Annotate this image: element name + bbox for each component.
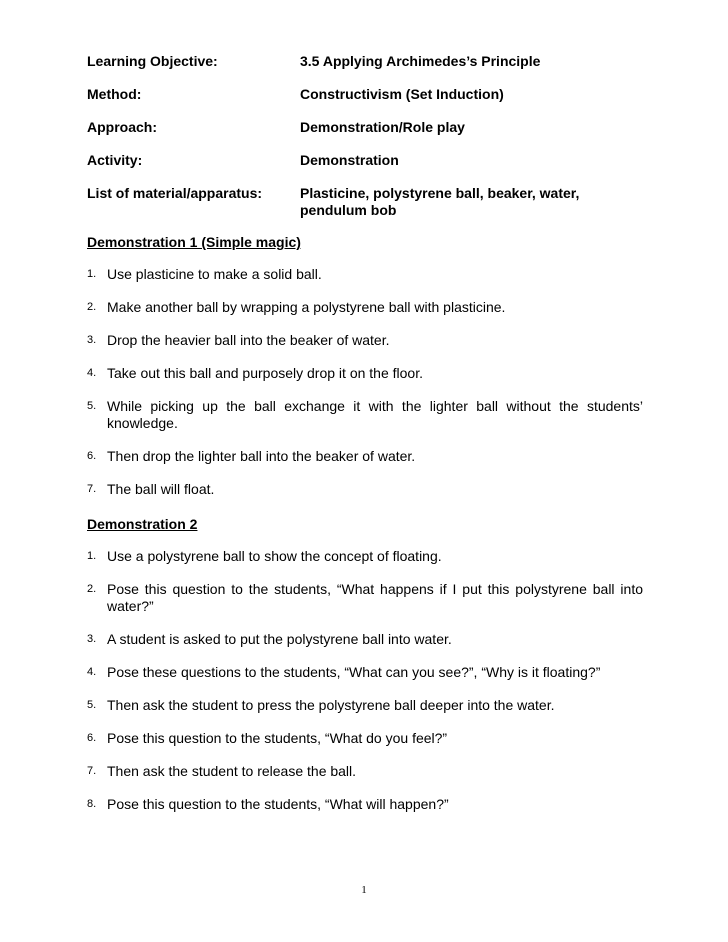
info-row-method — [87, 86, 647, 103]
info-row-activity — [87, 152, 647, 169]
info-value: 3.5 Applying Archimedes’s Principle — [300, 53, 541, 69]
step-text: Use a polystyrene ball to show the concept of floating. — [107, 548, 442, 564]
step-text: Pose these questions to the students, “What can you see?”, “Why is it floating?” — [107, 664, 601, 680]
step-text: Pose this question to the students, “What do you feel?” — [107, 730, 448, 746]
info-label: Activity: — [87, 152, 143, 168]
demo1-steps — [87, 266, 643, 514]
step-number: 7. — [87, 765, 97, 777]
step-number: 2. — [87, 301, 97, 313]
list-item — [87, 448, 643, 465]
step-number: 1. — [87, 268, 97, 280]
list-item — [87, 332, 643, 349]
info-label: Learning Objective: — [87, 53, 218, 69]
step-number: 1. — [87, 550, 97, 562]
step-text: A student is asked to put the polystyrene ball into water. — [107, 631, 452, 647]
info-row-learning-objective — [87, 53, 647, 70]
info-row-approach — [87, 119, 647, 136]
step-text: Then ask the student to press the polystyrene ball deeper into the water. — [107, 697, 555, 713]
step-number: 6. — [87, 450, 97, 462]
step-number: 7. — [87, 483, 97, 495]
info-value: Plasticine, polystyrene ball, beaker, water, pendulum bob — [300, 185, 580, 218]
info-label: Approach: — [87, 119, 157, 135]
step-text: While picking up the ball exchange it with the lighter ball without the students’ knowledge. — [107, 398, 643, 431]
step-number: 6. — [87, 732, 97, 744]
demo2-heading: Demonstration 2 — [87, 516, 198, 532]
list-item — [87, 664, 643, 681]
step-text: Take out this ball and purposely drop it on the floor. — [107, 365, 423, 381]
step-text: Make another ball by wrapping a polystyrene ball with plasticine. — [107, 299, 506, 315]
info-value: Demonstration — [300, 152, 399, 168]
list-item — [87, 266, 643, 283]
info-value: Constructivism (Set Induction) — [300, 86, 504, 102]
step-number: 3. — [87, 334, 97, 346]
list-item — [87, 697, 643, 714]
list-item — [87, 481, 643, 498]
info-row-materials — [87, 185, 647, 219]
step-text: Use plasticine to make a solid ball. — [107, 266, 322, 282]
list-item — [87, 763, 643, 780]
step-text: Then drop the lighter ball into the beaker of water. — [107, 448, 416, 464]
step-text: Pose this question to the students, “What happens if I put this polystyrene ball into water?” — [107, 581, 643, 614]
list-item — [87, 365, 643, 382]
demo1-heading: Demonstration 1 (Simple magic) — [87, 234, 301, 250]
list-item — [87, 548, 643, 565]
step-number: 4. — [87, 367, 97, 379]
step-text: Then ask the student to release the ball. — [107, 763, 357, 779]
step-text: The ball will float. — [107, 481, 215, 497]
lesson-info-table — [87, 53, 647, 235]
list-item — [87, 581, 643, 615]
step-text: Pose this question to the students, “What will happen?” — [107, 796, 449, 812]
list-item — [87, 398, 643, 432]
list-item — [87, 299, 643, 316]
list-item — [87, 631, 643, 648]
list-item — [87, 730, 643, 747]
step-number: 8. — [87, 798, 97, 810]
info-label: List of material/apparatus: — [87, 185, 263, 201]
info-value: Demonstration/Role play — [300, 119, 465, 135]
step-number: 2. — [87, 583, 97, 595]
step-number: 3. — [87, 633, 97, 645]
page-number: 1 — [361, 884, 367, 896]
step-number: 4. — [87, 666, 97, 678]
demo2-steps — [87, 548, 643, 829]
step-text: Drop the heavier ball into the beaker of water. — [107, 332, 390, 348]
list-item — [87, 796, 643, 813]
step-number: 5. — [87, 699, 97, 711]
info-label: Method: — [87, 86, 142, 102]
step-number: 5. — [87, 400, 97, 412]
